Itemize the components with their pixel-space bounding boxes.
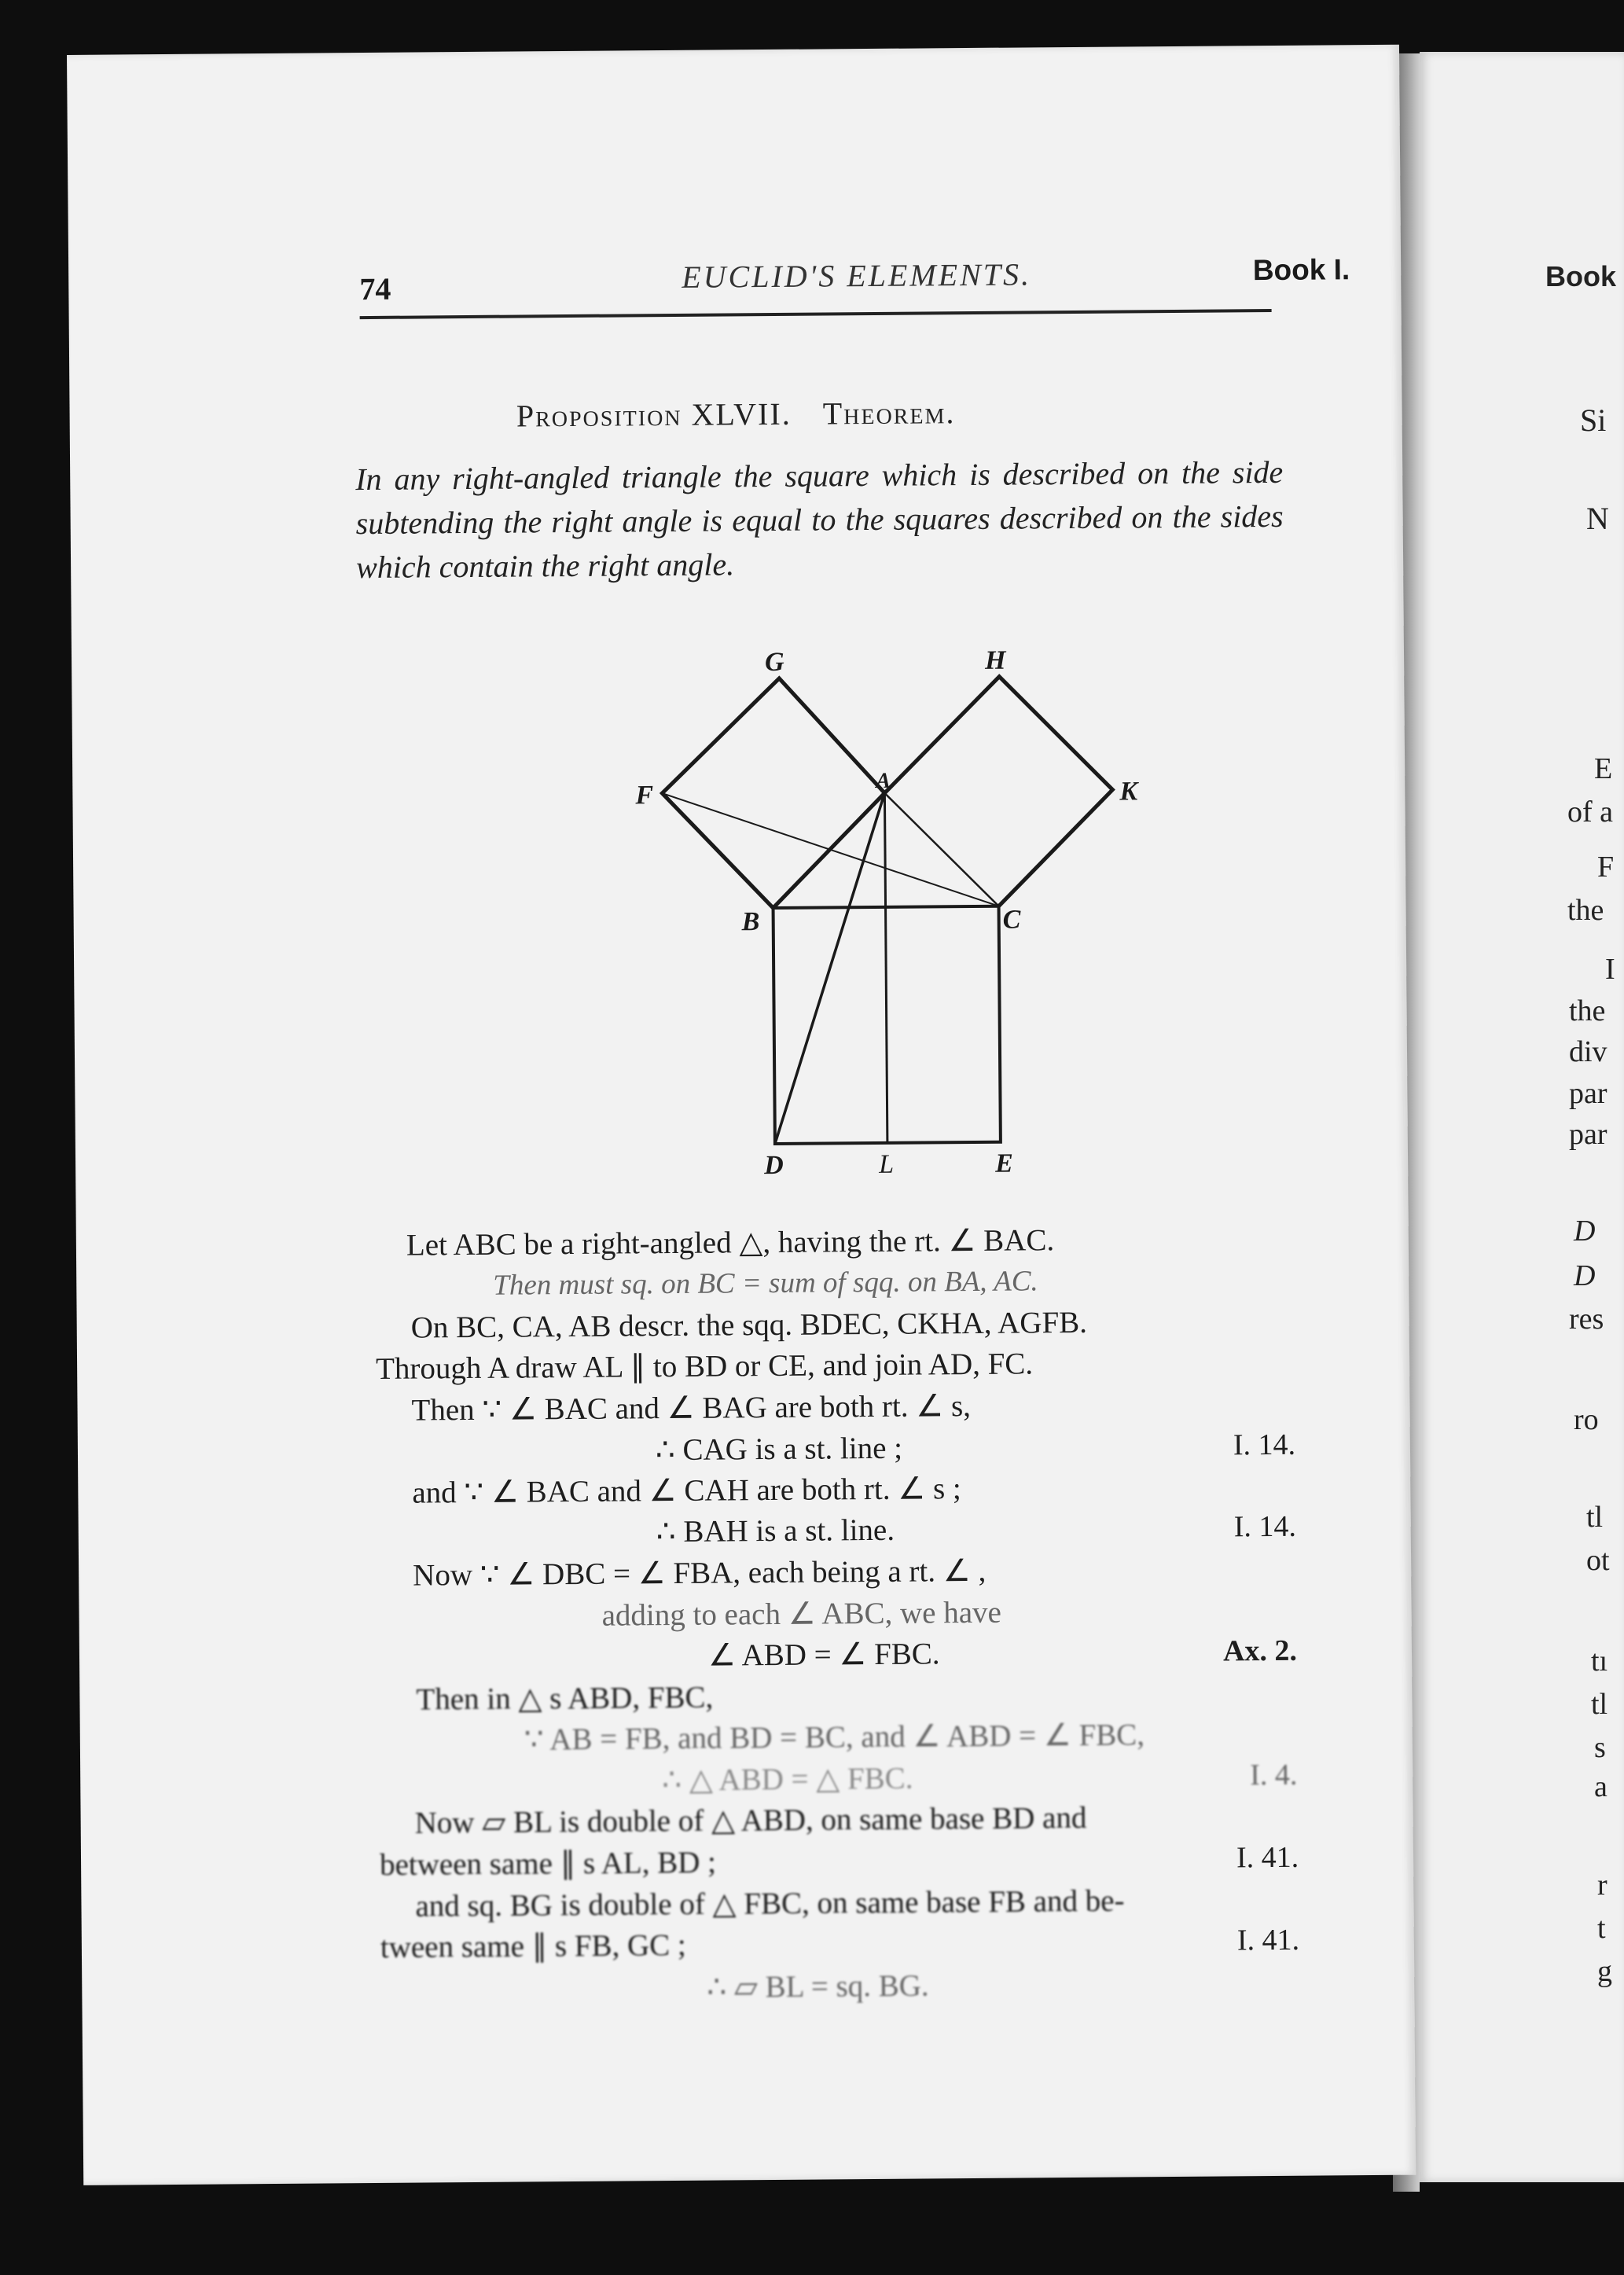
proof-line: Then ∵ ∠ BAC and ∠ BAG are both rt. ∠ s, (411, 1389, 972, 1428)
facing-fragment: a (1594, 1770, 1607, 1803)
proof-line: Let ABC be a right-angled △, having the rt. ∠ BAC. (406, 1223, 1055, 1262)
citation: I. 14. (1233, 1428, 1296, 1462)
running-title: EUCLID'S ELEMENTS. (682, 256, 1032, 295)
line-BA (772, 793, 885, 908)
point-label: A (876, 768, 891, 793)
proof-line: Now ∵ ∠ DBC = ∠ FBA, each being a rt. ∠ , (413, 1553, 987, 1593)
book-label: Book I. (1252, 253, 1350, 287)
proof-line: Then must sq. on BC = sum of sqq. on BA, AC. (493, 1265, 1038, 1302)
proof-line: ∴ CAG is a st. line ; (655, 1431, 903, 1468)
facing-fragment: the (1569, 994, 1606, 1027)
side-AC (884, 792, 998, 907)
facing-fragment: tı (1591, 1645, 1608, 1678)
square-AGFB (661, 678, 885, 909)
enunciation: In any right-angled triangle the square which is described on the side subtending the right angle is equal to the squares described on the sides which contain the right angle. (355, 454, 1284, 586)
facing-fragment: F (1597, 851, 1615, 884)
proposition-label: Proposition XLVII. (516, 395, 792, 434)
facing-fragment: ot (1586, 1544, 1610, 1577)
point-label: C (1002, 905, 1021, 935)
proposition-heading (69, 391, 1402, 438)
page-number: 74 (359, 270, 391, 307)
point-label: E (994, 1149, 1013, 1178)
facing-fragment: res (1569, 1303, 1604, 1336)
point-label: B (741, 907, 760, 937)
citation: I. 14. (1233, 1509, 1297, 1544)
point-label: F (635, 781, 654, 810)
facing-fragment: of a (1567, 796, 1614, 829)
proof-line: Through A draw AL ∥ to BD or CE, and join AD, FC. (375, 1347, 1034, 1386)
point-label: L (878, 1149, 895, 1179)
facing-fragment: Book (1545, 260, 1616, 292)
proof-line: ∴ BAH is a st. line. (656, 1512, 895, 1549)
header-rule (360, 309, 1272, 319)
book-page (67, 45, 1416, 2185)
facing-fragment: par (1569, 1118, 1607, 1151)
facing-fragment: s (1594, 1731, 1606, 1764)
proof-line: tween same ∥ s FB, GC ; (380, 1928, 686, 1964)
facing-fragment: ro (1574, 1403, 1599, 1436)
point-label: H (984, 645, 1006, 675)
facing-fragment: E (1594, 752, 1613, 785)
facing-page (1420, 52, 1624, 2182)
citation: I. 41. (1236, 1923, 1300, 1957)
page-header (359, 253, 1350, 308)
facing-fragment: Si (1580, 402, 1607, 438)
proof-line: Then in △ s ABD, FBC, (416, 1680, 714, 1717)
proof-line: ∴ △ ABD = △ FBC. (662, 1761, 913, 1798)
facing-fragment: N (1586, 501, 1609, 536)
facing-fragment: D (1574, 1259, 1596, 1292)
proof-line: between same ∥ s AL, BD ; (379, 1845, 717, 1882)
facing-fragment: tl (1591, 1688, 1608, 1721)
proposition-kind: Theorem. (822, 395, 956, 432)
square-CKHA (884, 676, 1113, 907)
citation: Ax. 2. (1222, 1634, 1298, 1668)
proof-line: On BC, CA, AB descr. the sqq. BDEC, CKHA, AGFB. (410, 1305, 1088, 1345)
proof-line: and ∵ ∠ BAC and ∠ CAH are both rt. ∠ s ; (412, 1472, 961, 1510)
facing-fragment: the (1567, 894, 1604, 927)
facing-fragment: D (1574, 1215, 1596, 1248)
line-AL (884, 793, 887, 1143)
line-AD (772, 793, 887, 1144)
point-label: K (1119, 777, 1138, 807)
facing-fragment: I (1605, 953, 1615, 986)
facing-fragment: div (1569, 1035, 1607, 1068)
proof-line: ∴ ▱ BL = sq. BG. (707, 1968, 929, 2005)
proof-line: Now ▱ BL is double of △ ABD, on same base BD and (414, 1800, 1087, 1840)
facing-fragment: g (1597, 1955, 1612, 1988)
pythagoras-figure (558, 597, 1192, 1199)
proof-line: adding to each ∠ ABC, we have (601, 1595, 1002, 1633)
facing-fragment: r (1597, 1869, 1607, 1902)
point-label: G (764, 647, 784, 678)
citation: I. 41. (1236, 1840, 1299, 1875)
facing-fragment: t (1597, 1912, 1606, 1945)
proof-line: ∠ ABD = ∠ FBC. (707, 1637, 940, 1673)
citation: I. 4. (1250, 1758, 1298, 1792)
proof-line: ∵ AB = FB, and BD = BC, and ∠ ABD = ∠ FBC, (524, 1718, 1145, 1757)
facing-fragment: par (1569, 1077, 1607, 1110)
facing-fragment: tl (1586, 1501, 1604, 1534)
proof-line: and sq. BG is double of △ FBC, on same base FB and be- (415, 1884, 1125, 1924)
point-label: D (763, 1150, 784, 1181)
